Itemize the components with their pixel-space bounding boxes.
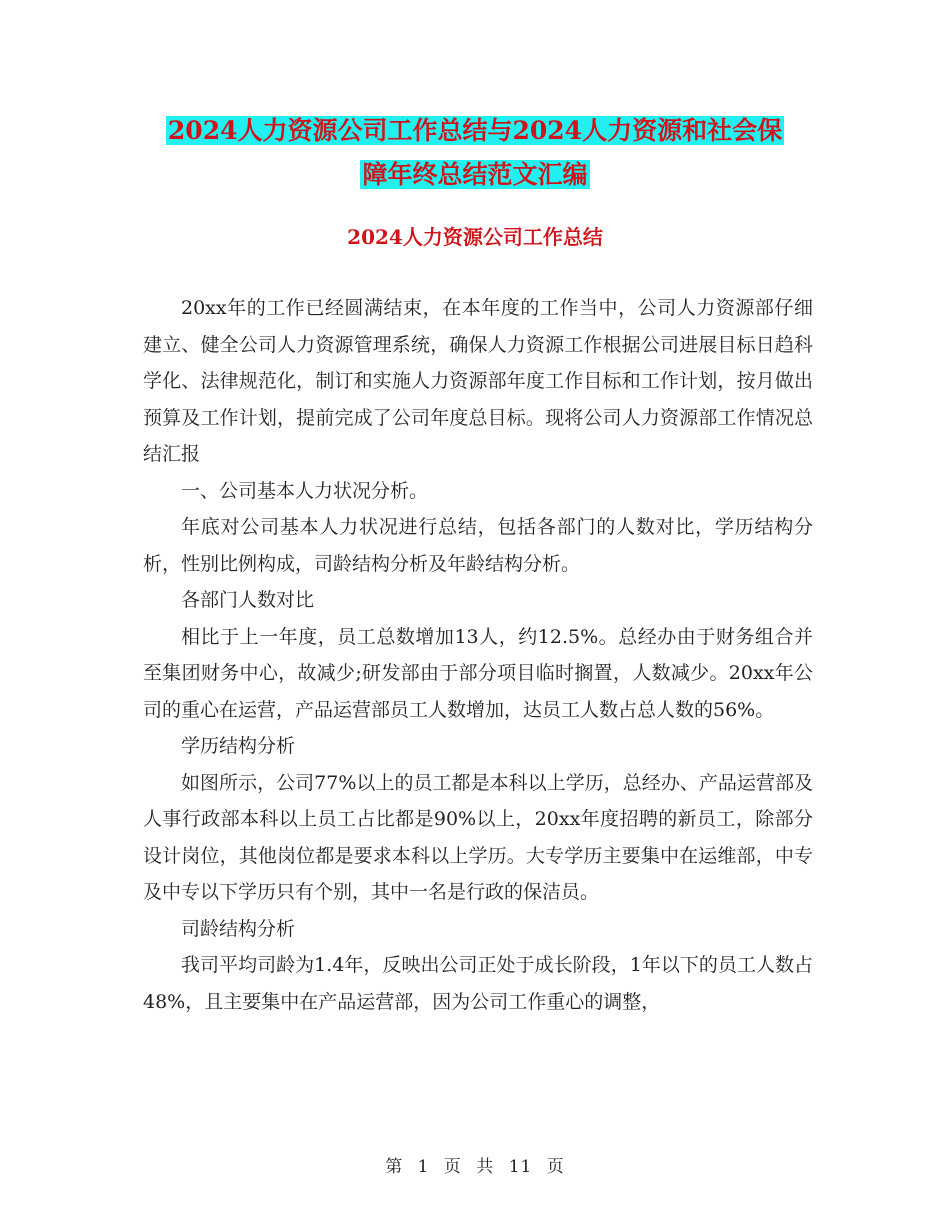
footer-label-total: 共	[476, 1157, 495, 1177]
paragraph-year-end-summary: 年底对公司基本人力状况进行总结，包括各部门的人数对比，学历结构分析，性别比例构成，司龄结构分析及年龄结构分析。	[143, 516, 813, 575]
footer-label-page: 页	[443, 1157, 462, 1177]
paragraph-department-comparison: 相比于上一年度，员工总数增加13人，约12.5%。总经办由于财务组合并至集团财务中心，故减少;研发部由于部分项目临时搁置，人数减少。20xx年公司的重心在运营，产品运营部员工人数增加，达员工人数占总人数的56%。	[143, 625, 813, 721]
footer-current-page: 1	[417, 1157, 430, 1177]
document-title-text-1: 2024人力资源公司工作总结与2024人力资源和社会保	[167, 116, 783, 145]
document-title-text-2: 障年终总结范文汇编	[362, 160, 588, 189]
footer-label-page-end: 页	[546, 1157, 565, 1177]
paragraph-intro: 20xx年的工作已经圆满结束，在本年度的工作当中，公司人力资源部仔细建立、健全公司人力资源管理系统，确保人力资源工作根据公司进展目标日趋科学化、法律规范化，制订和实施人力资源部年度工作目标和工作计划，按月做出预算及工作计划，提前完成了公司年度总目标。现将公司人力资源部工作情况总结汇报	[143, 297, 813, 465]
document-body	[143, 290, 813, 1020]
heading-education-analysis: 学历结构分析	[181, 735, 296, 757]
paragraph-education-analysis: 如图所示，公司77%以上的员工都是本科以上学历，总经办、产品运营部及人事行政部本科以上员工占比都是90%以上，20xx年度招聘的新员工，除部分设计岗位，其他岗位都是要求本科以上学历。大专学历主要集中在运维部，中专及中专以下学历只有个别，其中一名是行政的保洁员。	[143, 771, 813, 903]
document-title-line-2	[0, 154, 950, 196]
heading-tenure-analysis: 司龄结构分析	[181, 917, 296, 940]
paragraph-tenure-analysis: 我司平均司龄为1.4年，反映出公司正处于成长阶段，1年以下的员工人数占48%，且主要集中在产品运营部，因为公司工作重心的调整，	[143, 954, 813, 1013]
document-title-line-1	[0, 110, 950, 152]
page-footer	[0, 1152, 950, 1177]
footer-label-prefix: 第	[385, 1157, 404, 1177]
heading-department-comparison: 各部门人数对比	[181, 589, 315, 611]
heading-basic-analysis: 一、公司基本人力状况分析。	[181, 479, 429, 502]
footer-total-pages: 11	[508, 1157, 533, 1177]
section-title: 2024人力资源公司工作总结	[347, 225, 603, 249]
